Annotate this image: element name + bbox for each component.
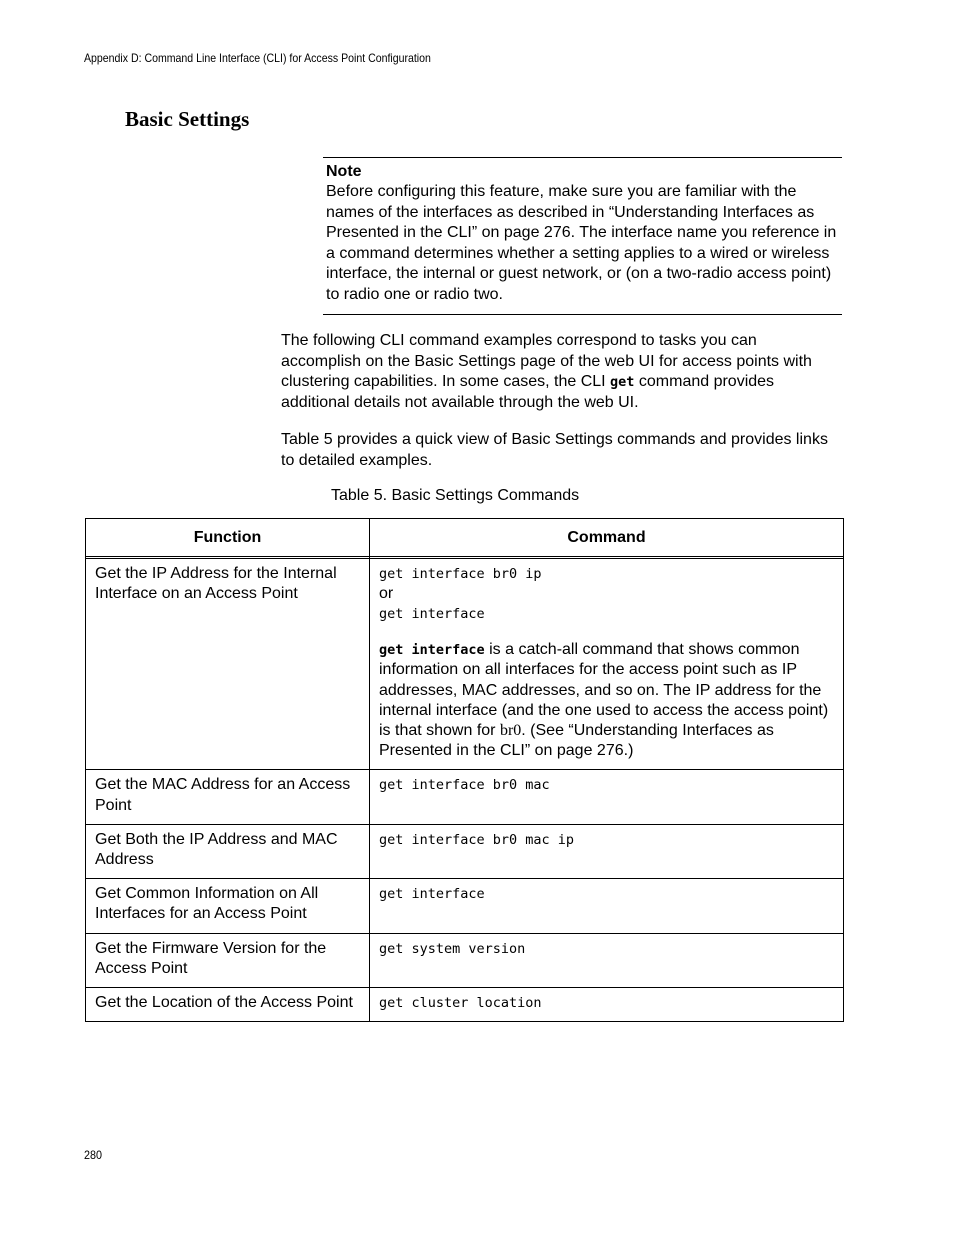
command-cell	[370, 934, 843, 967]
command-description	[379, 640, 835, 761]
note-box	[323, 157, 842, 315]
description-interface-name: br0	[499, 722, 522, 740]
running-header: Appendix D: Command Line Interface (CLI) for Access Point Configuration	[84, 51, 431, 65]
column-header-function: Function	[86, 519, 370, 557]
function-cell: Get the Location of the Access Point	[95, 994, 353, 1012]
function-cell: Get Both the IP Address and MAC Address	[95, 830, 338, 869]
command-code: get interface br0 mac	[379, 777, 550, 794]
function-cell: Get the MAC Address for an Access Point	[95, 776, 351, 814]
command-cell	[370, 770, 843, 803]
or-text: or	[379, 585, 394, 602]
command-code: get interface	[379, 606, 485, 623]
function-cell: Get the IP Address for the Internal Interface on an Access Point	[95, 565, 337, 603]
command-cell	[370, 988, 843, 1021]
table-row	[86, 559, 844, 770]
note-title: Note	[326, 163, 362, 180]
command-code: get interface br0 mac ip	[379, 831, 575, 848]
command-code: get system version	[379, 940, 526, 957]
page-number: 280	[84, 1148, 103, 1162]
command-code: get interface	[379, 886, 485, 903]
intro-text-after: command provides additional details not available through the web UI.	[281, 373, 775, 411]
description-code: get interface	[379, 642, 485, 659]
table-header-row	[86, 519, 844, 557]
table-row	[86, 988, 844, 1022]
column-header-command: Command	[370, 519, 844, 557]
table-row	[86, 824, 844, 878]
table-row	[86, 770, 844, 824]
commands-table	[85, 518, 844, 1022]
intro-code: get	[610, 374, 635, 390]
table-intro-paragraph: Table 5 provides a quick view of Basic Settings commands and provides links to detailed examples.	[281, 431, 828, 469]
command-code: get cluster location	[379, 995, 542, 1012]
command-cell	[370, 825, 843, 858]
note-body: Before configuring this feature, make sure you are familiar with the names of the interfaces as described in “Understanding Interfaces as Presented in the CLI” on page 276. The interface name you reference in a command determines whether a setting applies to a wired or wireless interface, the internal or guest network, or (on a two-radio access point) to radio one or radio two.	[326, 183, 837, 303]
table-row	[86, 879, 844, 933]
command-code: get interface br0 ip	[379, 566, 542, 582]
section-title: Basic Settings	[125, 107, 250, 131]
intro-paragraph	[281, 331, 841, 413]
command-cell	[370, 559, 843, 769]
description-text-end: . (See “Understanding Interfaces as Presented in the CLI” on page 276.)	[379, 722, 774, 760]
intro-text-before: The following CLI command examples correspond to tasks you can accomplish on the Basic Settings page of the web UI for access points with clustering capabilities. In some cases, the CLI	[281, 332, 812, 390]
table-caption: Table 5. Basic Settings Commands	[331, 487, 580, 504]
function-cell: Get Common Information on All Interfaces for an Access Point	[95, 885, 319, 923]
table-row	[86, 933, 844, 987]
command-cell	[370, 879, 843, 912]
description-text: is a catch-all command that shows common information on all interfaces for the access point such as IP addresses, MAC addresses, and so on. The IP address for the internal interface (and the one used to access the access point) is that shown for	[379, 641, 829, 740]
function-cell: Get the Firmware Version for the Access Point	[95, 939, 327, 977]
